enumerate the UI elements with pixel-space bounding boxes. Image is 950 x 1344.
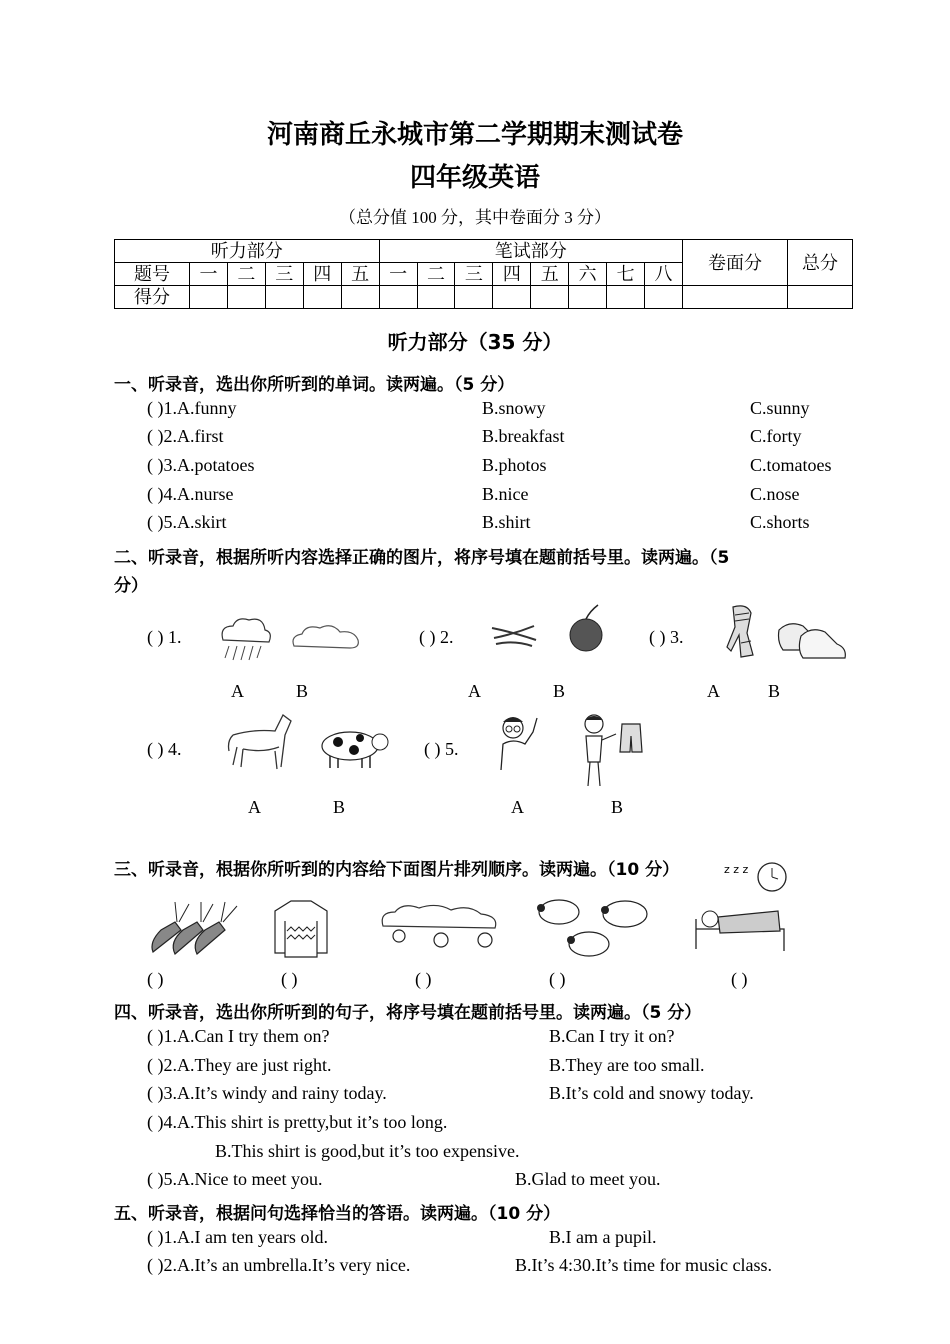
s2-q5-b: B <box>611 797 624 817</box>
s5-q2-b: B.It’s 4:30.It’s time for music class. <box>515 1255 772 1275</box>
onion-icon <box>566 603 610 653</box>
s1-q4-b: B.nice <box>482 484 529 504</box>
s1-q4-c: C.nose <box>750 484 800 504</box>
shoes-icon <box>775 616 849 662</box>
rain-cloud-icon <box>215 612 273 664</box>
col-header: 三 <box>265 263 303 286</box>
s4-q3-a: ( )3.A.It’s windy and rainy today. <box>147 1083 387 1103</box>
s4-q2-a: ( )2.A.They are just right. <box>147 1055 332 1075</box>
horse-icon <box>223 711 295 771</box>
s1-q1: ( )1.A.funny <box>147 398 237 418</box>
s2-q4-a: A <box>248 797 261 817</box>
s1-q1-b: B.snowy <box>482 398 546 418</box>
s4-q1-a: ( )1.A.Can I try them on? <box>147 1026 330 1046</box>
section-1-title: 一、听录音，选出你所听到的单词。读两遍。（5 分） <box>114 375 515 395</box>
written-header: 笔试部分 <box>379 240 682 263</box>
boy-sleeping-clock-icon <box>694 859 790 959</box>
s1-q3-b: B.photos <box>482 455 547 475</box>
s2-q3-b: B <box>768 681 781 701</box>
s2-q2: ( ) 2. <box>419 627 454 647</box>
s4-q3-b: B.It’s cold and snowy today. <box>549 1083 754 1103</box>
section-5-title: 五、听录音，根据问句选择恰当的答语。读两遍。（10 分） <box>114 1204 561 1224</box>
col-header: 二 <box>227 263 265 286</box>
s2-q1-a: A <box>231 681 244 701</box>
score-cell[interactable] <box>417 286 455 309</box>
score-cell[interactable] <box>788 286 853 309</box>
s4-q5-b: B.Glad to meet you. <box>515 1169 661 1189</box>
sweater-icon <box>271 897 331 959</box>
section-4-title: 四、听录音，选出你所听到的句子，将序号填在题前括号里。读两遍。（5 分） <box>114 1003 702 1023</box>
s2-q3: ( ) 3. <box>649 627 684 647</box>
s1-q2: ( )2.A.first <box>147 426 224 446</box>
boy-with-pants-icon <box>574 712 646 790</box>
s3-blank-4[interactable]: ( ) <box>549 969 566 989</box>
score-cell[interactable] <box>569 286 607 309</box>
section-2-title-cont: 分） <box>114 576 148 596</box>
total-header: 总分 <box>788 240 853 286</box>
s1-q5-b: B.shirt <box>482 512 531 532</box>
snow-clouds-icon <box>377 902 503 954</box>
s2-q4-b: B <box>333 797 346 817</box>
score-cell[interactable] <box>303 286 341 309</box>
score-cell[interactable] <box>341 286 379 309</box>
s1-q2-b: B.breakfast <box>482 426 565 446</box>
s2-q3-a: A <box>707 681 720 701</box>
s1-q2-c: C.forty <box>750 426 802 446</box>
s2-q5: ( ) 5. <box>424 739 459 759</box>
score-cell[interactable] <box>227 286 265 309</box>
s2-q2-a: A <box>468 681 481 701</box>
scarf-icon <box>725 603 757 659</box>
exam-title: 河南商丘永城市第二学期期末测试卷 <box>266 120 683 150</box>
score-cell[interactable] <box>379 286 417 309</box>
score-note: （总分值 100 分，其中卷面分 3 分） <box>339 208 611 227</box>
cow-icon <box>316 722 390 770</box>
col-header: 六 <box>569 263 607 286</box>
s1-q5-c: C.shorts <box>750 512 810 532</box>
svg-text:z z z: z z z <box>724 863 749 876</box>
listening-header: 听力部分 <box>115 240 380 263</box>
score-cell[interactable] <box>645 286 683 309</box>
score-cell[interactable] <box>455 286 493 309</box>
carrots-icon <box>145 896 241 958</box>
s3-blank-5[interactable]: ( ) <box>731 969 748 989</box>
col-header: 五 <box>531 263 569 286</box>
score-cell[interactable] <box>607 286 645 309</box>
neatness-header: 卷面分 <box>683 240 788 286</box>
col-header: 五 <box>341 263 379 286</box>
green-beans-icon <box>490 618 538 648</box>
s4-q5-a: ( )5.A.Nice to meet you. <box>147 1169 323 1189</box>
s2-q4: ( ) 4. <box>147 739 182 759</box>
s1-q5: ( )5.A.skirt <box>147 512 227 532</box>
s5-q1-a: ( )1.A.I am ten years old. <box>147 1227 328 1247</box>
s4-q2-b: B.They are too small. <box>549 1055 705 1075</box>
col-header: 四 <box>493 263 531 286</box>
score-cell[interactable] <box>493 286 531 309</box>
s3-blank-1[interactable]: ( ) <box>147 969 164 989</box>
boy-waving-icon <box>495 712 543 772</box>
s5-q1-b: B.I am a pupil. <box>549 1227 657 1247</box>
score-cell[interactable] <box>531 286 569 309</box>
s3-blank-2[interactable]: ( ) <box>281 969 298 989</box>
col-header: 四 <box>303 263 341 286</box>
section-3-title: 三、听录音，根据你所听到的内容给下面图片排列顺序。读两遍。（10 分） <box>114 860 680 880</box>
exam-subject: 四年级英语 <box>409 163 540 193</box>
s2-q1: ( ) 1. <box>147 627 182 647</box>
col-header: 一 <box>379 263 417 286</box>
s1-q3-c: C.tomatoes <box>750 455 832 475</box>
s3-blank-3[interactable]: ( ) <box>415 969 432 989</box>
s5-q2-a: ( )2.A.It’s an umbrella.It’s very nice. <box>147 1255 411 1275</box>
cloud-icon <box>288 620 364 654</box>
col-header: 二 <box>417 263 455 286</box>
score-label: 得分 <box>115 286 190 309</box>
listening-section-title: 听力部分（35 分） <box>387 330 563 354</box>
section-2-title: 二、听录音，根据所听内容选择正确的图片，将序号填在题前括号里。读两遍。（5 <box>114 548 730 568</box>
s2-q2-b: B <box>553 681 566 701</box>
score-cell[interactable] <box>190 286 228 309</box>
sheep-icon <box>531 892 655 968</box>
s4-q4-a: ( )4.A.This shirt is pretty,but it’s too long. <box>147 1112 448 1132</box>
s4-q4-b: B.This shirt is good,but it’s too expensive. <box>215 1141 520 1161</box>
s1-q3: ( )3.A.potatoes <box>147 455 255 475</box>
qnum-label: 题号 <box>115 263 190 286</box>
s4-q1-b: B.Can I try it on? <box>549 1026 675 1046</box>
s2-q5-a: A <box>511 797 524 817</box>
s1-q4: ( )4.A.nurse <box>147 484 234 504</box>
score-cell[interactable] <box>683 286 788 309</box>
score-cell[interactable] <box>265 286 303 309</box>
col-header: 一 <box>190 263 228 286</box>
col-header: 八 <box>645 263 683 286</box>
score-table <box>114 239 853 309</box>
col-header: 三 <box>455 263 493 286</box>
col-header: 七 <box>607 263 645 286</box>
s2-q1-b: B <box>296 681 309 701</box>
s1-q1-c: C.sunny <box>750 398 810 418</box>
